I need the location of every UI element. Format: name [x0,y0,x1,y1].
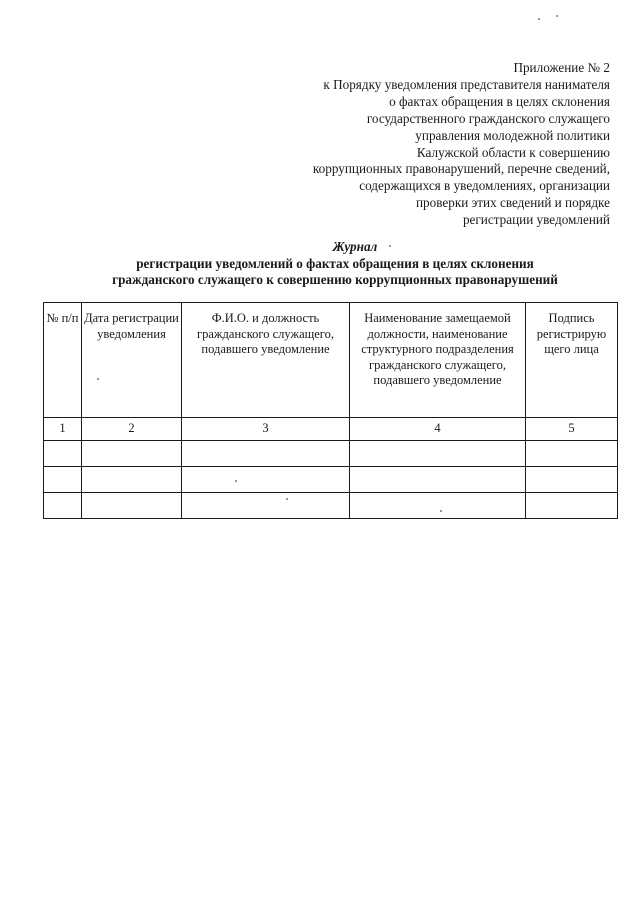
column-number: 4 [350,418,526,441]
table-cell [526,441,618,467]
table-cell [182,441,350,467]
table-cell [182,467,350,493]
header-cell-position: Наименование замещаемой должности, наименование структурного подразделения гражданского служащего, подавшего уведомление [350,303,526,418]
table-cell [82,493,182,519]
appendix-line: регистрации уведомлений [462,212,610,228]
register-table [43,302,618,519]
scan-speck [440,510,442,512]
table-row [44,467,618,493]
appendix-line: к Порядку уведомления представителя нанимателя [323,76,610,92]
column-number: 3 [182,418,350,441]
header-cell-signature: Подпись регистрирую щего лица [526,303,618,418]
appendix-line: Калужской области к совершению [416,144,610,160]
scan-speck [389,245,391,247]
table-cell [44,441,82,467]
journal-subtitle-line-2: гражданского служащего к совершению коррупционных правонарушений [112,272,558,287]
table-cell [44,467,82,493]
scan-speck [538,18,540,20]
appendix-line: государственного гражданского служащего [366,110,610,126]
column-number-row [44,418,618,441]
journal-heading [40,239,630,289]
journal-subtitle-line-1: регистрации уведомлений о фактах обращения в целях склонения [136,255,534,271]
journal-title: Журнал [332,239,378,254]
table-cell [350,441,526,467]
appendix-line: содержащихся в уведомлениях, организации [359,178,610,194]
appendix-line: проверки этих сведений и порядке [416,195,610,211]
scan-speck [556,15,558,17]
table-cell [182,493,350,519]
appendix-line: о фактах обращения в целях склонения [389,93,610,109]
table-cell [526,467,618,493]
table-cell [44,493,82,519]
header-cell-date: Дата регистрации уведомления [82,303,182,418]
appendix-line: управления молодежной политики [415,127,610,143]
table-row [44,493,618,519]
header-cell-fio: Ф.И.О. и должность гражданского служащего, подавшего уведомление [182,303,350,418]
table-cell [82,467,182,493]
table-cell [82,441,182,467]
table-cell [350,493,526,519]
appendix-header [210,60,610,229]
table-cell [526,493,618,519]
appendix-line: Приложение № 2 [513,60,610,75]
header-row [44,303,618,418]
appendix-line: коррупционных правонарушений, перечне сведений, [312,161,610,177]
table-cell [350,467,526,493]
column-number: 2 [82,418,182,441]
column-number: 5 [526,418,618,441]
header-cell-number: № п/п [44,303,82,418]
scan-speck [286,498,288,500]
table-row [44,441,618,467]
column-number: 1 [44,418,82,441]
scan-speck [235,480,237,482]
scan-speck [97,378,99,380]
